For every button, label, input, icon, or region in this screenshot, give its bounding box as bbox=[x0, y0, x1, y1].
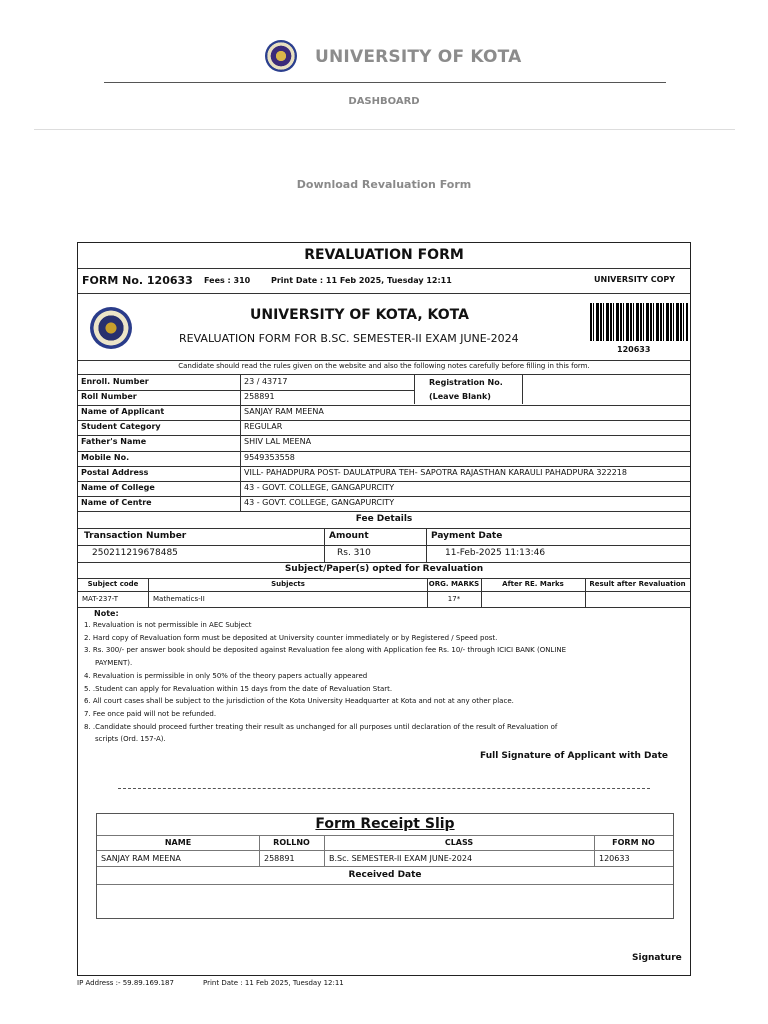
print-date: Print Date : 11 Feb 2025, Tuesday 12:11 bbox=[271, 276, 452, 285]
fee-header-transaction: Transaction Number bbox=[84, 531, 187, 541]
receipt-header-formno: FORM NO bbox=[612, 838, 655, 847]
signature-label: Signature bbox=[632, 953, 682, 963]
receipt-rollno: 258891 bbox=[264, 854, 295, 863]
university-name: UNIVERSITY OF KOTA, KOTA bbox=[250, 307, 469, 323]
note-item: 7. Fee once paid will not be refunded. bbox=[84, 709, 217, 718]
receipt-class: B.Sc. SEMESTER-II EXAM JUNE-2024 bbox=[329, 854, 473, 863]
receipt-name: SANJAY RAM MEENA bbox=[101, 854, 181, 863]
subject-header-org: ORG. MARKS bbox=[428, 580, 480, 588]
subject-header-subjects: Subjects bbox=[271, 580, 305, 588]
detail-label: Father's Name bbox=[81, 437, 147, 447]
university-logo bbox=[265, 40, 297, 72]
detail-label: Enroll. Number bbox=[81, 377, 149, 386]
divider bbox=[34, 129, 735, 130]
detail-label: Name of Centre bbox=[81, 497, 152, 507]
org-marks: 17* bbox=[447, 595, 461, 603]
barcode bbox=[590, 303, 688, 341]
payment-date: 11-Feb-2025 11:13:46 bbox=[445, 548, 546, 558]
detail-label: Name of College bbox=[81, 482, 155, 492]
detail-label: Mobile No. bbox=[81, 452, 130, 462]
detail-label: Student Category bbox=[81, 422, 161, 432]
note-item: 4. Revaluation is permissible in only 50% of the theory papers actually appeared bbox=[84, 671, 368, 680]
note-item: PAYMENT). bbox=[95, 659, 133, 668]
copy-label: UNIVERSITY COPY bbox=[594, 275, 676, 284]
university-seal bbox=[90, 307, 132, 349]
subject-code: MAT-237-T bbox=[82, 595, 118, 603]
applicant-signature: Full Signature of Applicant with Date bbox=[480, 751, 668, 761]
detail-value: 258891 bbox=[244, 392, 275, 402]
form-number: FORM No. 120633 bbox=[82, 274, 193, 287]
fee-title: Fee Details bbox=[355, 514, 413, 524]
subject-header-result: Result after Revaluation bbox=[589, 580, 686, 588]
receipt-formno: 120633 bbox=[599, 854, 630, 863]
site-title[interactable]: UNIVERSITY OF KOTA bbox=[315, 47, 522, 67]
registration-label: Registration No. bbox=[429, 378, 503, 387]
note-title: Note: bbox=[94, 609, 119, 618]
note-item: scripts (Ord. 157-A). bbox=[95, 735, 166, 744]
detail-value: 43 - GOVT. COLLEGE, GANGAPURCITY bbox=[244, 482, 395, 492]
fee-header-date: Payment Date bbox=[431, 531, 503, 541]
detail-label: Name of Applicant bbox=[81, 407, 165, 417]
detail-value: 23 / 43717 bbox=[244, 377, 288, 386]
subject-title: Subject/Paper(s) opted for Revaluation bbox=[284, 564, 484, 574]
note-item: 2. Hard copy of Revaluation form must be deposited at University counter immediately or by Registered / Speed post. bbox=[84, 633, 498, 642]
barcode-number: 120633 bbox=[617, 345, 651, 354]
subject-name: Mathematics-II bbox=[153, 595, 205, 603]
receipt-header-name: NAME bbox=[164, 838, 192, 847]
form-title: REVALUATION FORM bbox=[304, 247, 464, 263]
fee-header-amount: Amount bbox=[329, 531, 369, 541]
detail-value: 9549353558 bbox=[244, 452, 295, 462]
detail-value: VILL- PAHADPURA POST- DAULATPURA TEH- SAPOTRA RAJASTHAN KARAULI PAHADPURA 322218 bbox=[244, 467, 627, 477]
detail-label: Postal Address bbox=[81, 467, 149, 477]
registration-sub: (Leave Blank) bbox=[429, 392, 491, 401]
ip-address: IP Address :- 59.89.169.187 bbox=[77, 979, 174, 987]
page-heading: Download Revaluation Form bbox=[296, 178, 472, 191]
footer-print-date: Print Date : 11 Feb 2025, Tuesday 12:11 bbox=[203, 979, 344, 987]
divider bbox=[104, 82, 666, 83]
subject-header-after: After RE. Marks bbox=[502, 580, 564, 588]
received-date-label: Received Date bbox=[348, 870, 422, 880]
amount: Rs. 310 bbox=[337, 548, 371, 558]
fees: Fees : 310 bbox=[204, 276, 251, 285]
detail-value: SANJAY RAM MEENA bbox=[244, 407, 324, 417]
detail-label: Roll Number bbox=[81, 392, 137, 402]
transaction-number: 250211219678485 bbox=[92, 548, 178, 558]
note-item: 1. Revaluation is not permissible in AEC Subject bbox=[84, 621, 252, 629]
receipt-title: Form Receipt Slip bbox=[315, 816, 455, 832]
detail-value: REGULAR bbox=[244, 422, 283, 432]
instruction-text: Candidate should read the rules given on the website and also the following notes carefully before filling in this form. bbox=[178, 362, 590, 370]
receipt-header-rollno: ROLLNO bbox=[273, 838, 310, 847]
detail-value: 43 - GOVT. COLLEGE, GANGAPURCITY bbox=[244, 497, 395, 507]
note-item: 8. .Candidate should proceed further treating their result as unchanged for all purposes until declaration of the result of Revaluation of bbox=[84, 722, 558, 731]
nav-dashboard-link[interactable]: DASHBOARD bbox=[348, 96, 420, 107]
detail-value: SHIV LAL MEENA bbox=[244, 437, 312, 447]
subject-header-code: Subject code bbox=[87, 580, 139, 588]
form-subtitle: REVALUATION FORM FOR B.SC. SEMESTER-II EXAM JUNE-2024 bbox=[179, 332, 519, 345]
receipt-header-class: CLASS bbox=[444, 838, 474, 847]
cut-line bbox=[118, 788, 650, 789]
note-item: 5. .Student can apply for Revaluation within 15 days from the date of Revaluation Start. bbox=[84, 684, 393, 693]
note-item: 3. Rs. 300/- per answer book should be deposited against Revaluation fee along with Application fee Rs. 10/- through ICICI BANK (ONLINE bbox=[84, 646, 567, 655]
note-item: 6. All court cases shall be subject to the jurisdiction of the Kota University Headquarter at Kota and not at any other place. bbox=[84, 697, 514, 706]
